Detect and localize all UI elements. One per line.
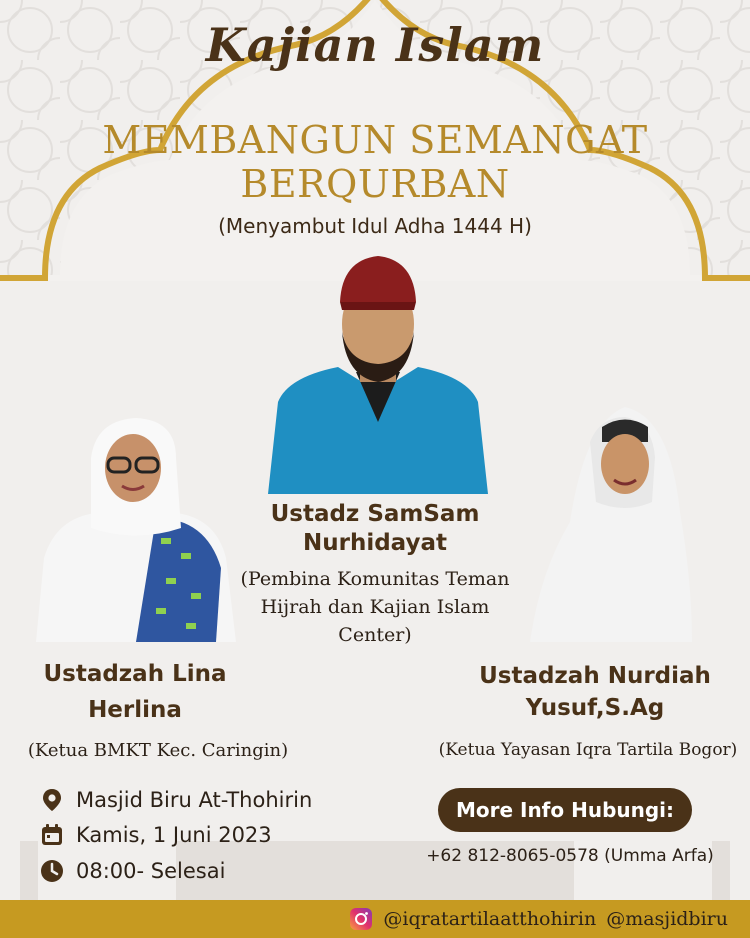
event-location — [40, 788, 312, 812]
clock-icon — [40, 859, 64, 883]
speaker-right-role: (Ketua Yayasan Iqra Tartila Bogor) — [438, 740, 738, 760]
speaker-left-name — [10, 656, 260, 728]
speaker-right-name-line-2: Yusuf,S.Ag — [525, 695, 665, 721]
speaker-left-role: (Ketua BMKT Kec. Caringin) — [27, 740, 289, 761]
footer-handle-2[interactable]: @masjidbiru — [606, 908, 728, 930]
speaker-right-photo — [530, 402, 692, 642]
speaker-left-name-line-2: Herlina — [88, 697, 182, 723]
headline-line-1: MEMBANGUN SEMANGAT — [102, 118, 648, 162]
subtitle: (Menyambut Idul Adha 1444 H) — [218, 214, 532, 238]
speaker-left-photo — [36, 418, 236, 642]
event-date-text: Kamis, 1 Juni 2023 — [76, 823, 272, 847]
calendar-icon — [40, 823, 64, 847]
speaker-center-role-line-2: Hijrah dan Kajian Islam — [260, 596, 490, 618]
more-info-button[interactable]: More Info Hubungi: — [438, 788, 692, 832]
contact-phone: +62 812-8065-0578 (Umma Arfa) — [426, 846, 714, 866]
footer-bar — [0, 900, 750, 938]
script-title: Kajian Islam — [205, 18, 545, 72]
speaker-left-name-line-1: Ustadzah Lina — [43, 661, 227, 687]
speaker-center-role — [220, 565, 530, 649]
speaker-center-photo — [268, 252, 488, 494]
headline — [0, 118, 750, 206]
footer-handle-1[interactable]: @iqratartilaatthohirin — [383, 908, 597, 930]
headline-line-2: BERQURBAN — [240, 162, 510, 206]
event-date — [40, 823, 272, 847]
event-time — [40, 859, 225, 883]
speaker-center-role-line-1: (Pembina Komunitas Teman — [240, 568, 510, 590]
speaker-center-name-line-1: Ustadz SamSam — [270, 501, 480, 527]
event-time-text: 08:00- Selesai — [76, 859, 226, 883]
speaker-right-name-line-1: Ustadzah Nurdiah — [479, 663, 711, 689]
instagram-icon — [349, 907, 373, 931]
speaker-center-name-line-2: Nurhidayat — [302, 530, 447, 556]
location-pin-icon — [40, 788, 64, 812]
speaker-right-name — [450, 660, 740, 724]
speaker-center-name — [230, 500, 520, 558]
event-location-text: Masjid Biru At-Thohirin — [76, 788, 313, 812]
speaker-center-role-line-3: Center) — [338, 624, 412, 646]
